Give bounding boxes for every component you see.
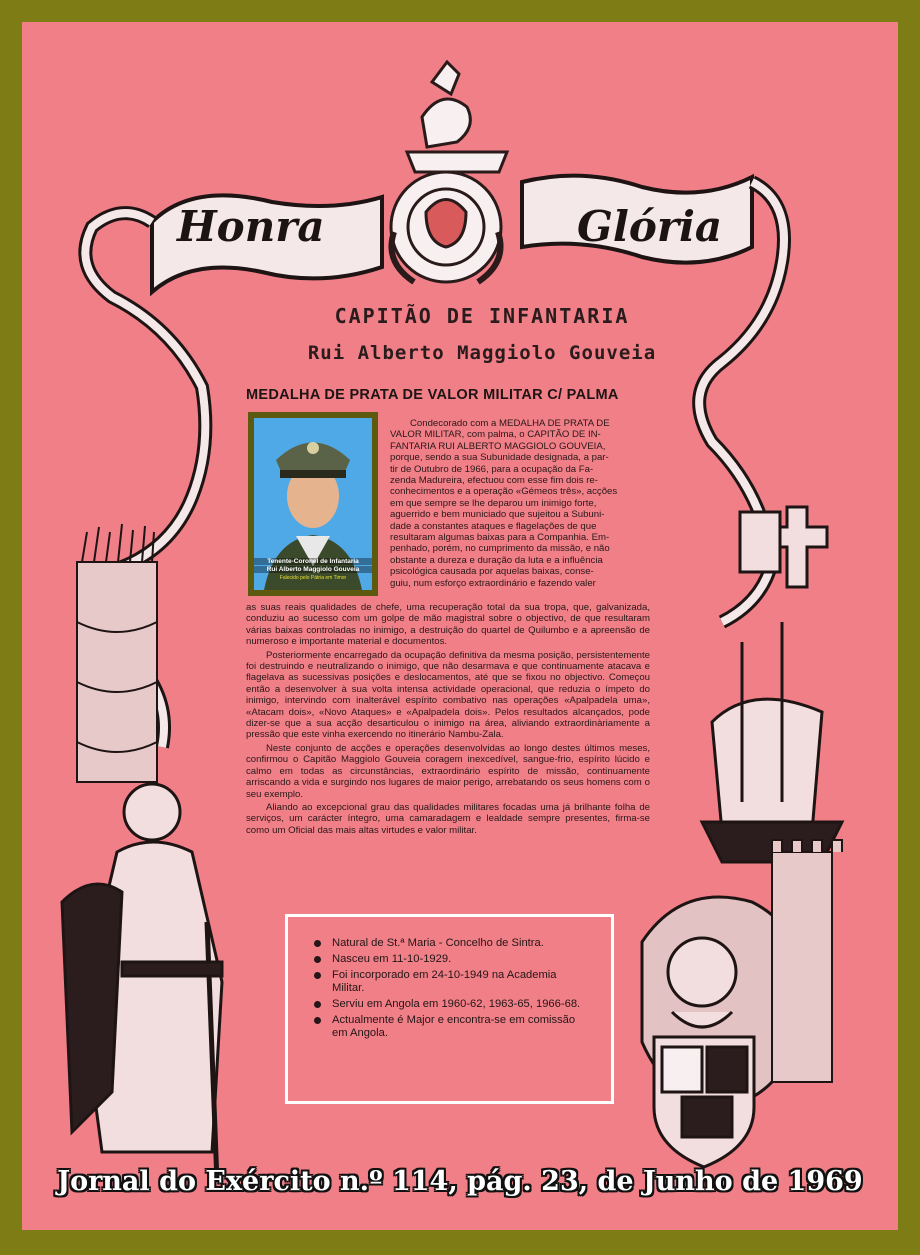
portrait-background: [254, 418, 372, 590]
article-line: penhado, porém, no cumprimento da missão, e não: [390, 543, 610, 555]
fact-item: [310, 953, 590, 966]
newspaper-page: [22, 22, 898, 1230]
cross-icon: [740, 507, 827, 587]
fact-text: Natural de St.ª Maria - Concelho de Sintra.: [332, 937, 544, 949]
fact-item: [310, 969, 590, 995]
article-line: resultaram algumas baixas para a Companhia. Em-: [390, 532, 610, 544]
photo-caption-line3: Falecido pelo Pátria em Timor: [279, 575, 347, 581]
knight-figure-illustration: [62, 784, 222, 1182]
fact-text: Actualmente é Major e encontra-se em comissão em Angola.: [332, 1014, 576, 1039]
article-paragraph-3: Neste conjunto de acções e operações desenvolvidas ao longo destes últimos meses, confirmou o Capitão Maggiolo Gouveia coragem inexcedível, sangue-frio, espírito lúcido e calmo em todas as circunstâncias, extraordinário espírito de missão, continuamente arriscando a vida e surgindo nos lugares de maior perigo, arrebatando os seus homens com o seu exemplo.: [246, 742, 650, 800]
article-paragraph-2: Posteriormente encarregado da ocupação definitiva da mesma posição, persistentemente foi destruindo e neutralizando o inimigo, que não desarmava e que continuamente atacava e flagelava as sucessivas posições e deslocamentos, até que se fixou no objectivo. Começou então a desenvolver à sua volta intensa actividade operacional, que reduzia o ímpeto do inimigo, intervindo com inalterável espírito combativo nas operações «Apalpadela uma», «Atacam dois», «Novo Ataques» e «Apalpadela dois». Pelos resultados alcançados, pode dizer-se que a sua acção desarticulou o inimigo na área, aliviando extraordinàriamente a pressão que este vinha exercendo no itinerário Nambu-Zala.: [246, 649, 650, 741]
article-line: tir de Outubro de 1966, para a ocupação da Fa-: [390, 463, 594, 475]
article-body: [246, 602, 650, 838]
rank-heading: CAPITÃO DE INFANTARIA: [334, 304, 630, 328]
photo-caption-line2: Rui Alberto Maggiolo Gouveia: [254, 566, 372, 573]
article-line: em que sempre se lhe deparou um inimigo forte,: [390, 497, 597, 509]
article-line: FANTARIA RUI ALBERTO MAGGIOLO GOUVEIA,: [390, 440, 606, 452]
article-line: conhecimentos e a operação «Gémeos três», acções: [390, 486, 618, 498]
article-line: aguerrido e bem municiado que sujeitou a Subuni-: [390, 509, 605, 521]
coat-of-arms-shield-icon: [654, 1037, 754, 1167]
article-line: obstante a dureza e duração da luta e a influência: [390, 554, 603, 566]
royal-crest-icon: [391, 62, 507, 282]
article-line: porque, sendo a sua Subunidade designada, a par-: [390, 452, 609, 464]
article-paragraph-4: Aliando ao excepcional grau das qualidades militares focadas uma já brilhante folha de serviços, um carácter íntegro, uma camaradagem e lealdade sempre presentes, firma-se como um Oficial das mais altas virtudes e valor militar.: [246, 801, 650, 836]
spear-column: [77, 524, 157, 782]
article-intro-column: [390, 418, 650, 589]
tower-illustration: [772, 840, 842, 1082]
article-line: VALOR MILITAR, com palma, o CAPITÃO DE IN-: [390, 429, 601, 441]
bullet-icon: [314, 1017, 321, 1024]
fact-item: [310, 1014, 590, 1040]
bullet-icon: [314, 972, 321, 979]
bullet-icon: [314, 940, 321, 947]
banner-word-left: Honra: [177, 202, 325, 251]
article-paragraph-1-rest: as suas reais qualidades de chefe, uma recuperação total da sua tropa, que, galvanizada, conduziu ao sucesso com um golpe de mão magistral sobre o objectivo, de que resultaram várias baixas controladas no inimigo, a destruição do quartel de Quilumbo e a apreensão de numeroso e importante material e documentos.: [246, 602, 650, 648]
banner-word-right: Glória: [577, 202, 723, 251]
caravel-ship-illustration: [702, 622, 842, 862]
article-line: dade a constantes ataques e flagelações de que: [390, 520, 597, 532]
bullet-icon: [314, 1001, 321, 1008]
article-line: guiu, num esforço extraordinário e fazendo valer: [390, 577, 596, 589]
fact-text: Nasceu em 11-10-1929.: [332, 953, 452, 965]
medal-heading: MEDALHA DE PRATA DE VALOR MILITAR C/ PALMA: [246, 387, 619, 403]
article-line: zenda Madureira, efectuou com esse fim dois re-: [390, 475, 598, 487]
fact-text: Serviu em Angola em 1960-62, 1963-65, 1966-68.: [332, 998, 581, 1010]
source-caption: Jornal do Exército n.º 114, pág. 23, de Junho de 1969: [57, 1166, 863, 1197]
officer-name: Rui Alberto Maggiolo Gouveia: [307, 342, 657, 364]
photo-caption-line1: Tenente-Coronel de Infantaria: [254, 558, 372, 565]
fact-text: Foi incorporado em 24-10-1949 na Academia Militar.: [332, 969, 557, 994]
fact-item: [310, 937, 590, 950]
bullet-icon: [314, 956, 321, 963]
officer-portrait-photo: [248, 412, 378, 596]
article-line: Condecorado com a MEDALHA DE PRATA DE: [410, 418, 610, 429]
facts-list: [310, 937, 590, 1043]
biographical-facts-box: [285, 914, 614, 1104]
article-line: psicológica causada por aquelas baixas, conse-: [390, 566, 594, 578]
fact-item: [310, 998, 590, 1011]
